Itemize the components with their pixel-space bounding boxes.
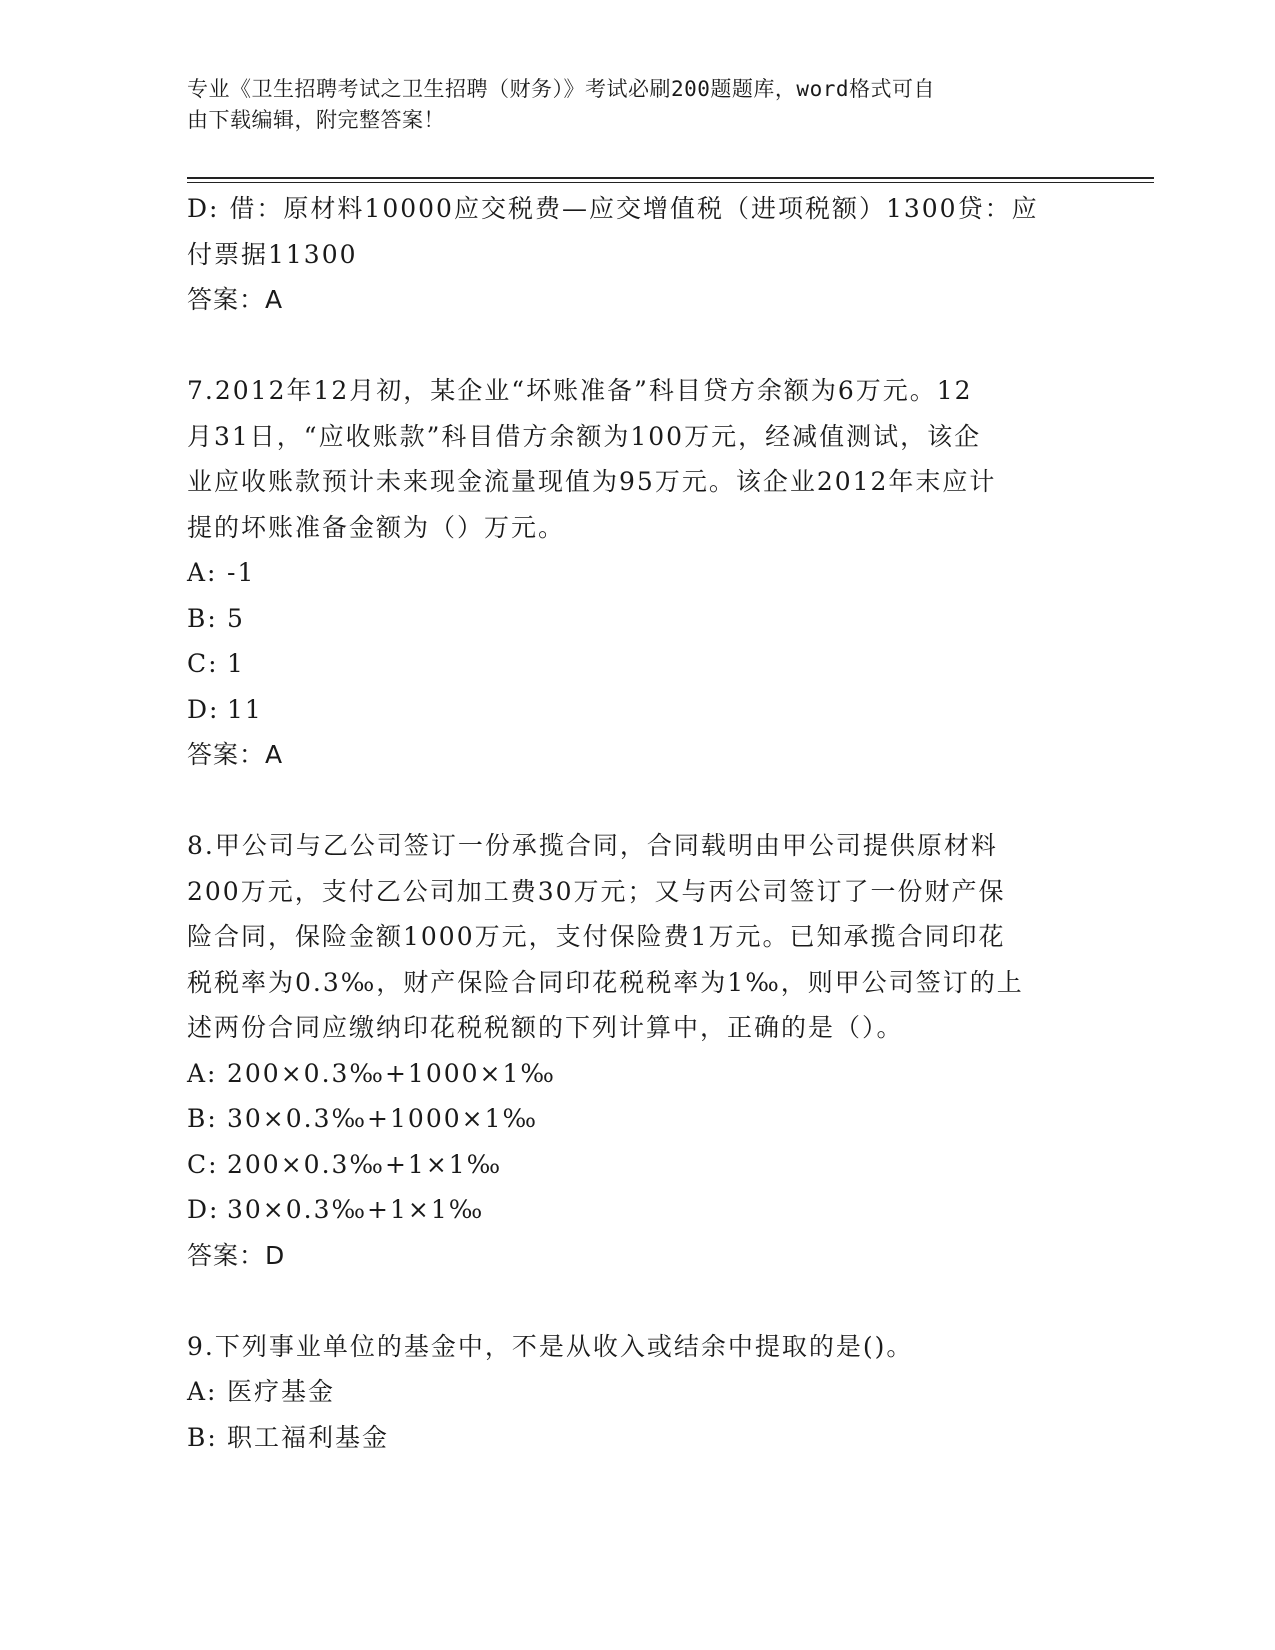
question-stem-line: 业应收账款预计未来现金流量现值为95万元。该企业2012年末应计 [187,467,997,496]
question-stem-line: 税税率为0.3‰，财产保险合同印花税税率为1‰，则甲公司签订的上 [187,967,1024,997]
option-text: 11 [227,694,263,724]
question-stem-line: 述两份合同应缴纳印花税税额的下列计算中，正确的是（）。 [187,1013,904,1042]
option-b [187,1096,1077,1142]
question-stem-line: 月31日，“应收账款”科目借方余额为100万元，经减值测试，该企 [187,421,982,451]
option-c [187,641,1077,687]
option-b [187,1415,1077,1461]
option-label: B: [187,1104,218,1133]
question-stem-line: 200万元，支付乙公司加工费30万元；又与丙公司签订了一份财产保 [187,876,1006,906]
option-label: B: [187,603,218,633]
header-rule-thick [187,177,1154,179]
option-text: 职工福利基金 [227,1422,390,1452]
document-body [187,186,1077,1460]
header-line-1: 专业《卫生招聘考试之卫生招聘（财务）》考试必刷200题题库，word格式可自 [187,77,935,101]
question-9 [187,1324,1077,1461]
option-text: -1 [227,558,256,587]
option-text: 5 [227,603,245,633]
option-d-line-1: D: 借：原材料10000应交税费—应交增值税（进项税额）1300贷：应 [187,194,1039,223]
question-6-tail [187,186,1077,323]
spacer [187,778,1077,824]
option-text: 200×0.3‰+1×1‰ [227,1149,503,1179]
answer-line: 答案：A [187,285,284,314]
question-8 [187,823,1077,1278]
spacer [187,323,1077,369]
option-d [187,687,1077,733]
header-line-2: 由下载编辑，附完整答案！ [187,108,445,132]
option-a [187,550,1077,596]
option-text: 200×0.3‰+1000×1‰ [227,1058,556,1088]
question-stem-line: 9.下列事业单位的基金中，不是从收入或结余中提取的是()。 [187,1331,914,1361]
question-stem-line: 提的坏账准备金额为（）万元。 [187,512,566,542]
option-b [187,596,1077,642]
option-a [187,1051,1077,1097]
question-7 [187,368,1077,778]
option-label: B: [187,1422,218,1452]
option-a [187,1369,1077,1415]
option-text: 30×0.3‰+1×1‰ [227,1195,485,1224]
question-stem-line: 8.甲公司与乙公司签订一份承揽合同，合同载明由甲公司提供原材料 [187,831,998,860]
option-text: 医疗基金 [227,1377,336,1406]
spacer [187,1278,1077,1324]
option-d-line-2: 付票据11300 [187,239,358,269]
question-stem-line: 7.2012年12月初，某企业“坏账准备”科目贷方余额为6万元。12 [187,376,973,405]
option-c [187,1142,1077,1188]
option-label: D: [187,1195,220,1224]
option-text: 30×0.3‰+1000×1‰ [227,1104,539,1133]
question-stem-line: 险合同，保险金额1000万元，支付保险费1万元。已知承揽合同印花 [187,922,1006,951]
answer-line: 答案：D [187,1240,286,1270]
option-label: A: [187,558,218,587]
option-label: C: [187,1149,219,1179]
answer-line: 答案：A [187,740,284,769]
option-label: A: [187,1377,218,1406]
option-text: 1 [227,649,245,678]
option-label: C: [187,649,219,678]
option-d [187,1187,1077,1233]
header-rule-thin [187,182,1154,183]
document-header [187,74,1067,136]
option-label: A: [187,1058,218,1088]
option-label: D: [187,694,220,724]
